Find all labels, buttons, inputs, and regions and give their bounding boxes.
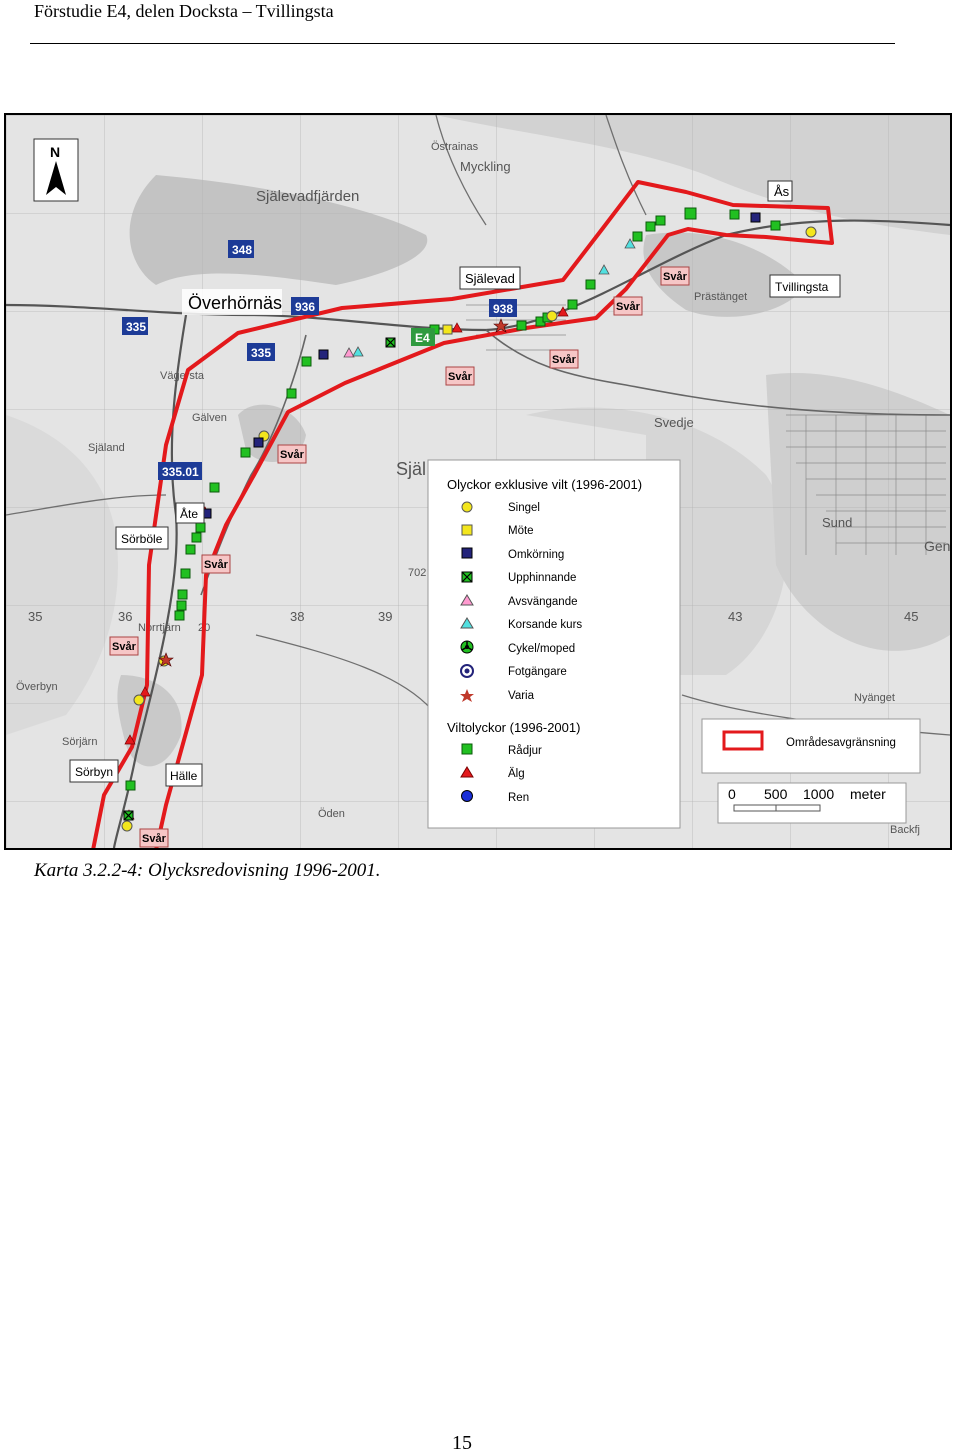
svg-text:Cykel/moped: Cykel/moped [508,643,576,655]
svar-tag [110,637,138,655]
svg-text:Möte: Möte [508,525,534,537]
bg-label-sorjarn: Sörjärn [62,736,98,748]
bg-label-sjalevadfjarden: Själevadfjärden [256,188,360,205]
svg-text:Svår: Svår [448,371,472,383]
route-sign-348 [228,240,254,258]
bg-label-702: 702 [408,567,427,579]
svg-text:Ås: Ås [774,184,790,199]
bg-label-myckling: Myckling [460,159,511,174]
place-label-sjalevad [460,267,520,289]
svg-text:Svår: Svår [616,301,640,313]
bg-label-grid-36: 36 [118,609,133,624]
svg-text:Åte: Åte [180,507,199,521]
svg-text:E4: E4 [415,331,430,345]
square-navy-icon [462,548,472,558]
bg-label-grid-35: 35 [28,609,43,624]
place-label-ate [176,503,204,523]
svg-text:Hälle: Hälle [170,769,198,783]
route-sign-938 [489,299,517,317]
bg-label-oden: Öden [318,808,345,820]
svg-text:Sörbyn: Sörbyn [75,765,114,779]
bg-label-sjaland: Själand [88,442,125,454]
target-navy-icon [461,665,473,677]
place-label-halle [166,764,202,786]
bg-label-grid-43: 43 [728,609,743,624]
bg-label-grid-39: 39 [378,609,393,624]
bg-label-svedje: Svedje [654,415,694,430]
place-label-overhornas [182,289,282,315]
bg-label-grid-45: 45 [904,609,919,624]
svg-text:Svår: Svår [204,559,228,571]
bg-label-norrtjarn: Norrtjärn [138,622,181,634]
bg-label-overbyn: Överbyn [16,681,58,693]
svar-tag [446,367,474,385]
svg-text:Områdesavgränsning: Områdesavgränsning [786,737,896,749]
place-label-sorbole [116,527,168,549]
route-sign-e4 [411,328,435,346]
bg-label-galven: Gälven [192,412,227,424]
scale-bar [718,783,906,823]
svg-text:Ren: Ren [508,792,530,804]
svg-text:Svår: Svår [112,641,136,653]
svar-tag [550,350,578,368]
bg-label-backfj: Backfj [890,824,920,836]
svg-text:Upphinnande: Upphinnande [508,572,577,584]
svg-text:936: 936 [295,300,316,314]
place-label-sorbyn [70,760,118,782]
boundary-legend [702,719,920,773]
bg-label-nyanget: Nyänget [854,692,895,704]
svg-text:Svår: Svår [142,833,166,845]
route-sign-936 [291,297,319,315]
svg-text:Avsvängande: Avsvängande [508,596,578,608]
svg-text:Tvillingsta: Tvillingsta [775,280,829,294]
route-sign-335-01 [158,462,202,480]
scale-unit: meter [850,786,886,802]
svg-text:Själevad: Själevad [465,271,515,286]
square-yellow-icon [462,525,472,535]
scale-label-500: 500 [764,786,788,802]
bg-label-gen: Gen [924,538,950,554]
legend-title: Olyckor exklusive vilt (1996-2001) [447,477,643,492]
svar-tag [278,445,306,463]
svg-text:Överhörnäs: Överhörnäs [188,293,283,313]
circle-blue-icon [462,791,473,802]
svg-text:335: 335 [126,320,147,334]
north-arrow [34,139,78,201]
svar-tag [614,297,642,315]
svg-text:Älg: Älg [508,768,525,780]
svg-text:938: 938 [493,302,514,316]
bg-label-vagersta: Vägersta [160,370,205,382]
svg-text:348: 348 [232,243,253,257]
svg-text:335.01: 335.01 [162,465,199,479]
route-sign-335-b [247,343,275,361]
svg-text:Omkörning: Omkörning [508,549,565,561]
bg-label-grid-38: 38 [290,609,305,624]
place-label-tvillingsta [770,275,840,297]
square-green-icon [462,744,472,754]
svg-text:335: 335 [251,346,272,360]
map-canvas [6,115,950,848]
bg-label-20: 20 [198,622,211,634]
svg-text:Sörböle: Sörböle [121,532,163,546]
head-on-marker [443,325,452,334]
bg-label-ostrainas: Östrainas [431,141,479,153]
page-header: Förstudie E4, delen Docksta – Tvillingsta [34,1,334,21]
svar-tag [661,267,689,285]
svg-text:Varia: Varia [508,690,534,702]
svar-tag [140,829,168,847]
map-caption: Karta 3.2.2-4: Olycksredovisning 1996-2001. [34,860,381,881]
scale-label-0: 0 [728,786,736,802]
svg-text:Rådjur: Rådjur [508,745,542,757]
legend-wildlife-title: Viltolyckor (1996-2001) [447,720,581,735]
svg-text:Svår: Svår [280,449,304,461]
place-label-as [768,181,792,201]
bg-label-sund: Sund [822,515,853,530]
svg-text:Svår: Svår [552,354,576,366]
bg-label-sjal: Själ [396,459,427,479]
route-sign-335 [122,317,148,335]
radiation-green-icon [461,641,473,653]
map-legend [428,460,680,828]
header-rule [30,43,895,44]
square-green-cross-icon [462,572,472,582]
svg-text:Korsande kurs: Korsande kurs [508,619,583,631]
bg-label-prastanget: Prästänget [694,291,748,303]
svg-text:Fotgängare: Fotgängare [508,666,567,678]
svg-text:Singel: Singel [508,502,540,514]
page-number: 15 [452,1432,472,1454]
svg-text:N: N [50,144,61,160]
svar-tag [202,555,230,573]
accident-map [4,113,952,850]
circle-yellow-icon [462,502,472,512]
scale-label-1000: 1000 [803,786,835,802]
svg-text:Svår: Svår [663,271,687,283]
